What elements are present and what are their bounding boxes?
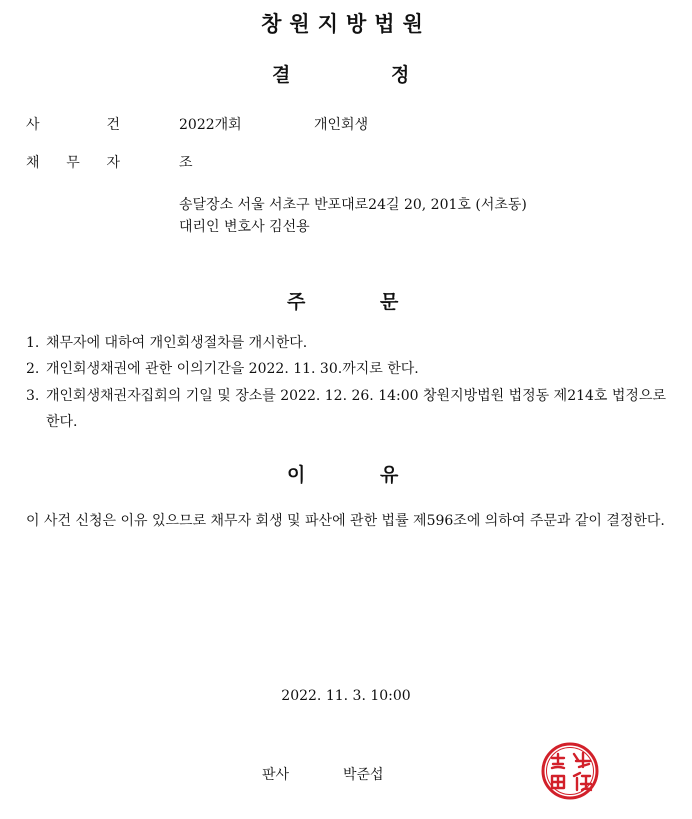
court-name: 창원지방법원: [261, 12, 431, 36]
doc-type-first: 결: [272, 64, 291, 86]
case-number: 2022개회: [179, 117, 242, 133]
seal-icon: [543, 744, 597, 798]
order-heading-second: 문: [380, 291, 399, 313]
case-name: 개인회생: [314, 117, 369, 133]
judge-title: 판사: [262, 767, 290, 783]
order-item-number: 3.: [26, 388, 40, 404]
order-item-number: 2.: [26, 361, 40, 377]
case-label: 사 건: [26, 117, 120, 133]
order-heading-first: 주: [287, 291, 306, 313]
order-item-text: 채무자에 대하여 개인회생절차를 개시한다.: [46, 335, 308, 351]
judge-name: 박준섭: [343, 767, 384, 783]
service-address: 송달장소 서울 서초구 반포대로24길 20, 201호 (서초동): [179, 197, 527, 213]
reason-heading-second: 유: [380, 464, 399, 486]
order-item-text: 개인회생채권자집회의 기일 및 장소를 2022. 12. 26. 14:00 창원지방법원 법정동 제214호 법정으로 한다.: [46, 388, 666, 430]
judge-seal-stamp: [539, 740, 601, 802]
debtor-label: 채 무 자: [26, 155, 120, 171]
reason-heading-first: 이: [287, 464, 306, 486]
reason-text: 이 사건 신청은 이유 있으므로 채무자 회생 및 파산에 관한 법률 제596조에 의하여 주문과 같이 결정한다.: [26, 513, 665, 529]
order-item-number: 1.: [26, 335, 40, 351]
order-item-text: 개인회생채권에 관한 이의기간을 2022. 11. 30.까지로 한다.: [46, 361, 419, 377]
legal-agent: 대리인 변호사 김선용: [179, 219, 310, 235]
decision-date: 2022. 11. 3. 10:00: [281, 688, 411, 704]
doc-type-second: 정: [391, 64, 410, 86]
debtor-name: 조: [179, 155, 193, 171]
